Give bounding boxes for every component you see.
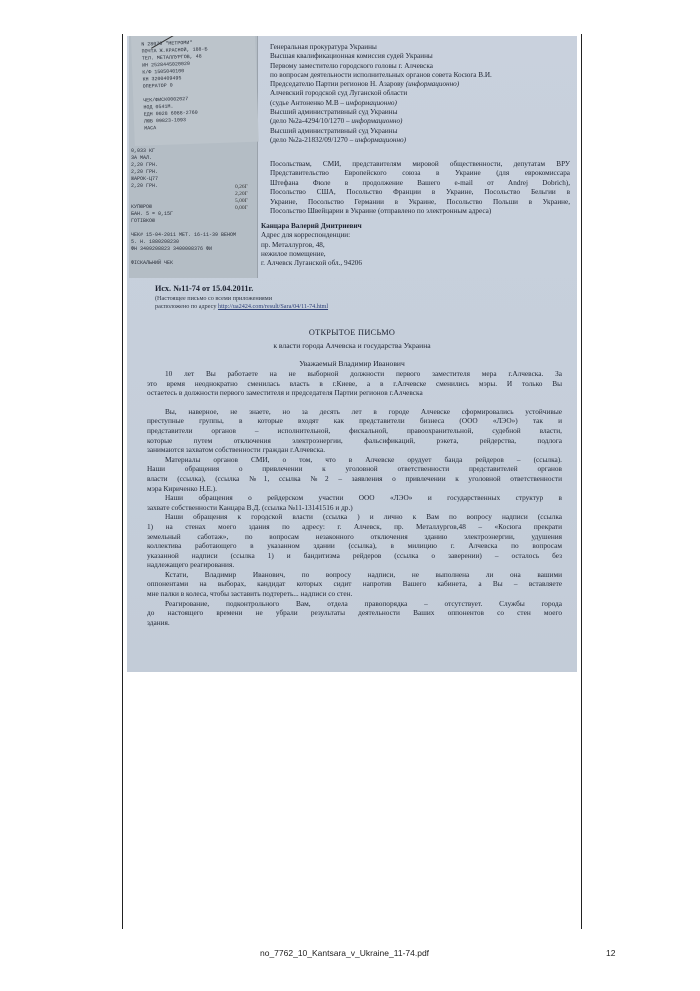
paragraph-line: занимаются захватом собственности граждан г.Алчевска. [147, 445, 326, 455]
receipt-line: КН 3200409495 [142, 75, 182, 83]
paragraph-line: которые путем отключения электроэнергии, фальсификаций, рэкета, рейдерства, подлога [147, 435, 562, 445]
addressee-note: информационно) [354, 135, 407, 144]
paragraph-line: здания. [147, 617, 170, 627]
addressee-line [270, 136, 570, 145]
receipt-line: 2,20 ГРН. [131, 169, 159, 175]
paragraph-line: до настоящего времени не убрали результаты деятельности Ваших оппонентов со стен моего [147, 608, 562, 618]
receipt-line [131, 253, 255, 260]
media-line: Представительство Европейского союза в Украине (для еврокомиссара [270, 169, 570, 178]
addressee-text: Первому заместителю городского головы г. Алчевска [270, 61, 433, 70]
outgoing-number: Исх. №11-74 от 15.04.2011г. [155, 284, 254, 293]
receipt-upper-lines [141, 38, 256, 133]
addressee-line [270, 117, 570, 126]
receipt-line: 2,20 ГРН. [131, 162, 159, 168]
media-recipients [270, 160, 570, 216]
footer-page-number: 12 [606, 948, 616, 958]
addressee-note: информационно) [351, 117, 403, 126]
scanned-letter-page [127, 36, 577, 672]
receipt-line: ПОЧТА Ж.КРАСНОЙ, 188-Б [141, 46, 208, 55]
letter-paragraph [147, 369, 562, 398]
sender-city: г. Алчевск Луганской обл., 94206 [261, 259, 362, 268]
receipt-line: 0,033 КГ [131, 148, 156, 154]
paragraph-line: власти (ссылка), (ссылка №1, ссылка №2 – заявления о привлечении к уголовной ответственности [147, 473, 562, 483]
postal-receipt [129, 36, 258, 278]
addressee-text: Высший административный суд Украины [270, 126, 398, 135]
addressee-line [270, 71, 570, 80]
paragraph-line: Наши обращения о привлечении к уголовной ответственности представителей органов [147, 464, 562, 474]
media-line: Украине, Посольство Германии в Украине, Посольство Польши в Украине, [270, 197, 570, 206]
receipt-line: ЧЕК/ФИСК0002027 [143, 96, 189, 104]
paragraph-line: 10 лет Вы работаете на не выборной должности первого заместителя мера г.Алчевска. За [165, 369, 562, 378]
side-number: 0,00Г [235, 205, 248, 211]
receipt-side-numbers [235, 184, 248, 212]
receipt-line: 5. Н. 1880208230 [131, 239, 180, 245]
addressee-text: Председателю Партии регионов Н. Азарову [270, 80, 406, 89]
addressee-text: (судье Антоненко М.В – [270, 98, 346, 107]
receipt-line: ЛЮБ 09823-1093 [143, 117, 187, 125]
side-number: 2,20Г [235, 191, 248, 197]
sender-street: пр. Металлургов, 48, [261, 240, 325, 249]
addressee-line [270, 127, 570, 136]
sender-name: Канцара Валерий Дмитриевич [261, 222, 362, 230]
paragraph-line: надлежащего реагирования. [147, 560, 235, 570]
side-number: 5,00Г [235, 198, 248, 204]
outgoing-note [155, 295, 328, 311]
paragraph-gap [147, 398, 562, 407]
addressee-note: информационно) [345, 98, 397, 107]
addressee-text: Высшая квалификационная комиссия судей Украины [270, 52, 433, 61]
paragraph-line: мне палки в колеса, чтобы заставить подтереть... надписи со стен. [147, 589, 353, 599]
letter-title: ОТКРЫТОЕ ПИСЬМО [308, 328, 396, 337]
addressee-line [270, 80, 570, 89]
paragraph-line: указанной надписи (ссылка 1) и бандитизма рейдеров (ссылка о заверении) – осталось без [147, 550, 562, 560]
paragraph-line: остаетесь в должности первого заместителя и председателя Партии регионов г.Алчевска [147, 388, 423, 398]
addressee-text: Генеральная прокуратура Украины [270, 43, 377, 51]
paragraph-line: представители органов – исполнительной, фискальной, правоохранительной, судебной власти, [147, 425, 562, 435]
receipt-line: 2,20 ГРН. [131, 183, 159, 189]
addressee-line [270, 43, 570, 52]
addressee-line [270, 62, 570, 71]
letter-greeting: Уважаемый Владимир Иванович [299, 359, 405, 368]
receipt-line: ЖАРОК-Ц77 [131, 176, 159, 182]
receipt-line: ЗА МАЛ. [131, 155, 153, 161]
addressee-line [270, 52, 570, 61]
receipt-line: ЕДН 0028 6088-2760 [143, 109, 198, 118]
receipt-upper-slip [131, 36, 259, 146]
media-line: Посольство США, Посольство Франции в Украине, Посольство Бельгии в [270, 188, 570, 197]
addressee-line [270, 89, 570, 98]
receipt-line: ГОТІВКОЮ [131, 218, 156, 224]
outgoing-note-link[interactable]: http://ua2424.com/result/Sara/04/11-74.html [217, 303, 329, 310]
receipt-line: ТЕЛ. МЕТАЛЛУРГОВ, 48 [141, 53, 202, 62]
addressee-text: (дело №2а-21832/09/1270 – [270, 135, 355, 144]
addressee-text: Высший административный суд Украины [270, 108, 398, 117]
receipt-line: ФІСКАЛЬНИЙ ЧЕК [131, 260, 174, 266]
paragraph-line: преступные группы, в которые входят как представители бизнеса (ООО «ЛЭО») так и [147, 416, 562, 426]
paragraph-line: 1) на стенах моего здания по адресу: г. Алчевск, пр. Металлургов,48 – «Косюга прекрати [147, 521, 562, 531]
letter-paragraph [147, 407, 562, 455]
receipt-line: ФН 3409208823 3400008376 ФИ [131, 246, 213, 252]
outgoing-note-text: расположено по адресу [155, 303, 218, 310]
receipt-line: К/Ф 1505040100 [142, 68, 185, 76]
paragraph-line: захвате собственности Канцара В.Д. (ссылка №11-13141516 и др.) [147, 502, 353, 512]
addressee-line [270, 99, 570, 108]
outgoing-note-line2 [155, 303, 328, 311]
outgoing-note-line1: (Настоящее письмо со всеми приложениями [155, 295, 273, 302]
paragraph-line: коллектива работающего в указанном здании (ссылка), в милицию г. Алчевска по вопросам [147, 541, 562, 551]
letter-paragraph [147, 493, 562, 512]
addressee-text: по вопросам деятельности исполнительных органов совета Косюга В.И. [270, 70, 492, 79]
paragraph-line: Вы, наверное, не знаете, но за десять лет в городе Алчевске сформировались устойчивые [165, 406, 562, 416]
addressee-list [270, 43, 570, 145]
paragraph-line: оппонентами на выборах, кандидат которых сидит напротив Вашего кабинета, а Вы – вставляете [147, 579, 562, 589]
receipt-line: КУПЮРОЮ [131, 204, 153, 210]
addressee-line [270, 108, 570, 117]
addressee-text: (дело №2а-4294/10/1270 – [270, 117, 352, 126]
receipt-line: ЧЕК# 15-04-2011 МЕТ. 16-11-39 ВЕНОМ [131, 232, 237, 238]
paragraph-line: это время неоднократно сменилась власть в г.Киеве, а в г.Алчевске сменились мэры. И только Вы [147, 378, 562, 388]
paragraph-line: мэра Кириченко Н.Е.). [147, 483, 217, 493]
addressee-text: Алчевский городской суд Луганской области [270, 89, 408, 98]
media-line: Посольство Швейцарии в Украине (отправлено по электронным адреса) [270, 206, 492, 215]
paragraph-line: Реагирование, подконтрольного Вам, отдела правопорядка – отсутствует. Службы города [165, 598, 562, 608]
letter-body [147, 369, 562, 627]
sender-address-label: Адрес для корреспонденции: [261, 231, 351, 240]
sender-block [261, 222, 461, 268]
letter-subtitle: к власти города Алчевска и государства Украина [273, 341, 431, 350]
letter-paragraph [147, 455, 562, 493]
paragraph-line: земельный саботаж», по вопросам незаконного отключения зданию электроэнергии, удушения [147, 531, 562, 541]
page-left-border [122, 34, 123, 929]
paragraph-line: Наши обращения к городской власти (ссылка ) и лично к Вам по вопросу надписи (ссылка [165, 512, 562, 522]
receipt-line: ОПЕРАТОР 0 [142, 82, 173, 90]
receipt-line: N 28070 "МЕТРОМИ" [141, 39, 193, 48]
footer-filename: no_7762_10_Kantsara_v_Ukraine_11-74.pdf [260, 948, 430, 958]
receipt-line: НОД 0541M. [143, 103, 174, 111]
receipt-line: БАН. 5 = 0,15Г [131, 211, 174, 217]
addressee-note: (информационно) [405, 80, 460, 89]
page-right-border [581, 34, 582, 929]
media-line: Штефана Фюле в продолжение Вашего e-mail от Andrej Dobrich), [270, 178, 570, 187]
receipt-line: МАСА [144, 125, 157, 132]
paragraph-line: Материалы органов СМИ, о том, что в Алчевске орудует банда рейдеров – (ссылка). [165, 454, 562, 464]
letter-paragraph [147, 570, 562, 599]
sender-premises: нежилое помещение, [261, 249, 326, 258]
letter-paragraph [147, 512, 562, 570]
side-number: 0,26Г [235, 184, 248, 190]
letter-paragraph [147, 599, 562, 628]
paragraph-line: Кстати, Владимир Иванович, по вопросу надписи, не выполнена ли она вашими [165, 569, 562, 579]
receipt-line: ИН 2528445020020 [141, 60, 191, 69]
paragraph-line: Наши обращения о рейдерском участии ООО «ЛЭО» и государственных структур в [165, 493, 562, 503]
receipt-line [131, 225, 255, 232]
media-line: Посольствам, СМИ, представителям мировой общественности, депутатам ВРУ [270, 160, 570, 168]
